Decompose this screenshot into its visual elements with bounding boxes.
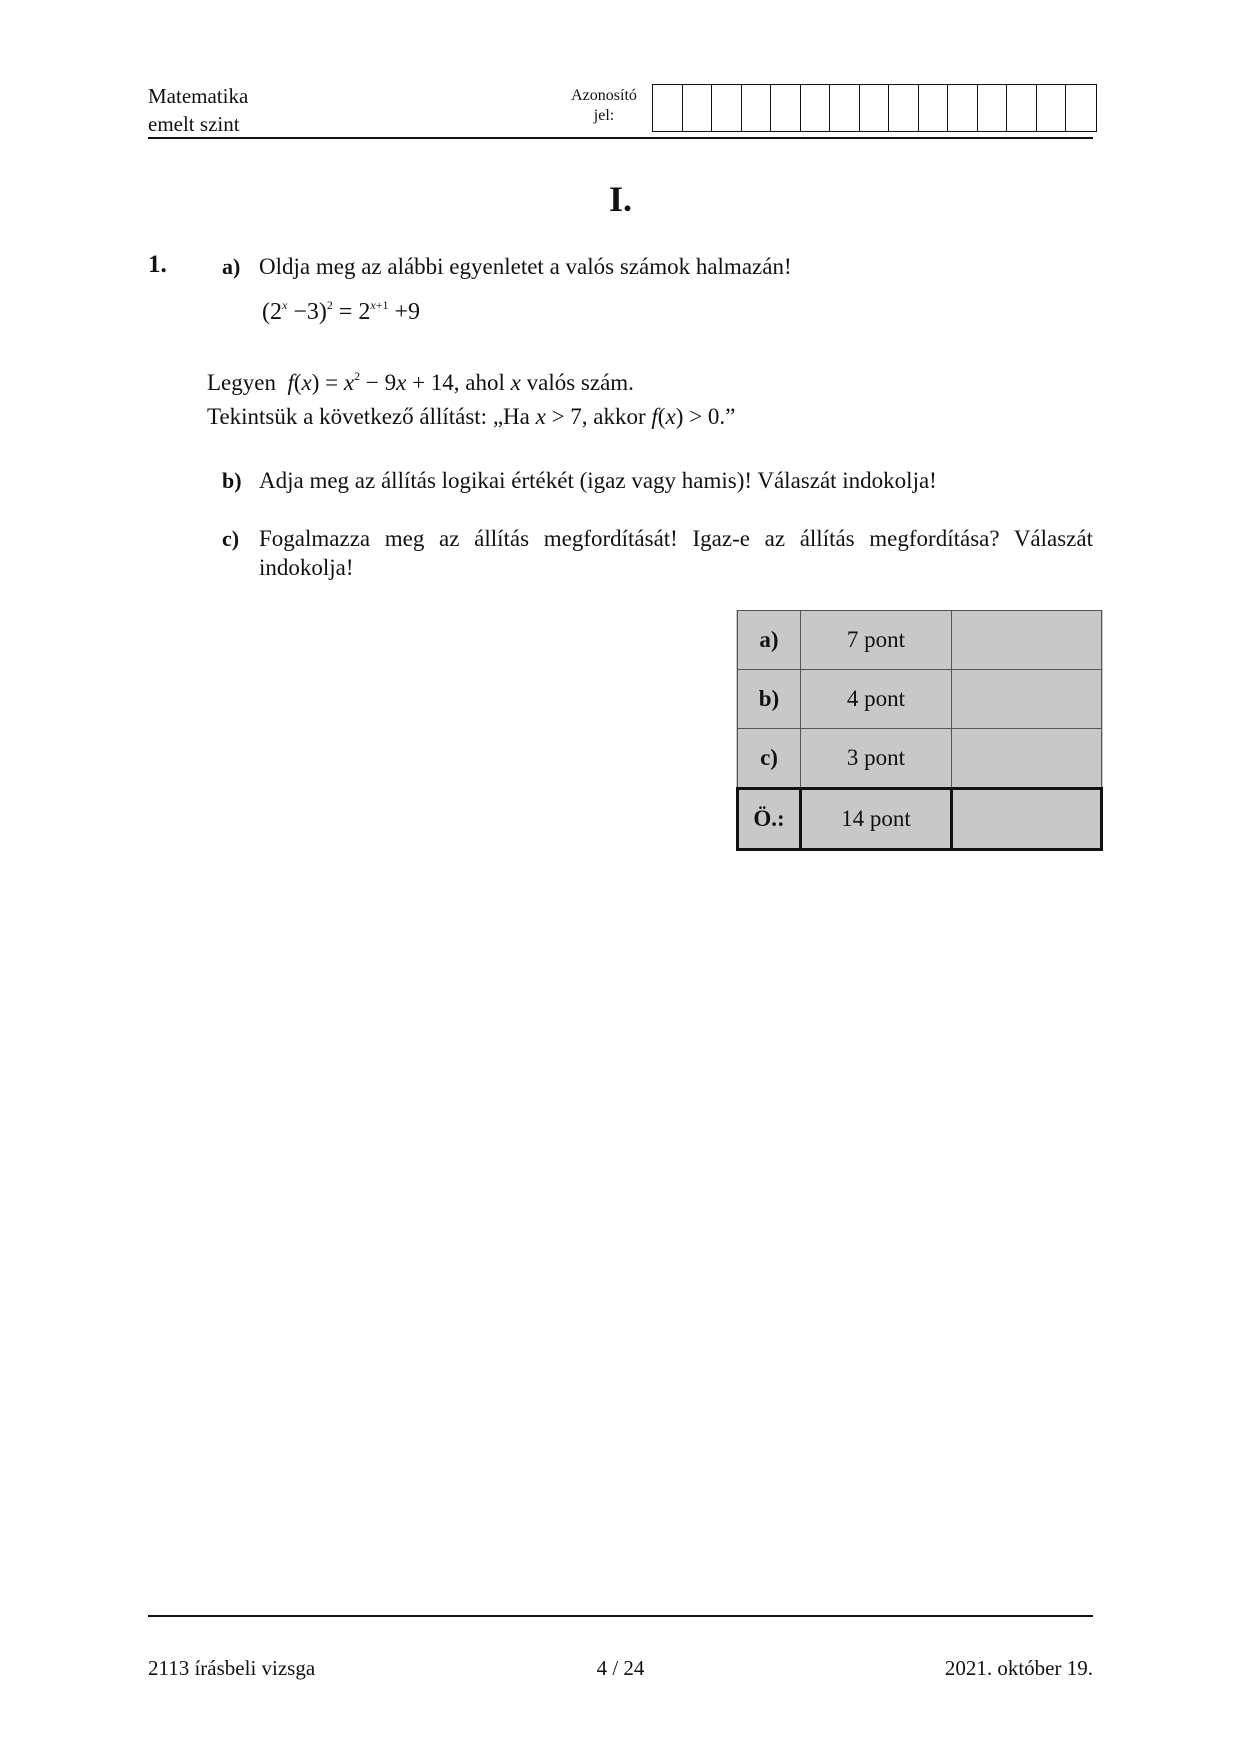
score-points: 3 pont <box>801 729 952 789</box>
part-c-text: Fogalmazza meg az állítás megfordítását! Igaz-e az állítás megfordítása? Válaszát indokolja! <box>259 526 1093 580</box>
id-digit-box[interactable] <box>889 85 919 131</box>
equation-a: $(2^x -3)^2 = 2^{x+1} +9$ <box>262 298 421 325</box>
id-digit-box[interactable] <box>683 85 713 131</box>
subject-level: emelt szint <box>148 112 240 136</box>
legyen-end: valós szám. <box>526 370 634 395</box>
id-digit-box[interactable] <box>830 85 860 131</box>
statement-prefix: Tekintsük a következő állítást: „Ha <box>207 404 530 429</box>
id-digit-box[interactable] <box>948 85 978 131</box>
score-row-c <box>738 729 1102 789</box>
legyen-prefix: Legyen <box>207 370 276 395</box>
statement-var: x <box>535 404 546 429</box>
score-earned-field[interactable] <box>952 670 1102 729</box>
part-b-text: Adja meg az állítás logikai értékét (igaz vagy hamis)! Válaszát indokolja! <box>259 468 937 493</box>
id-label-line1: Azonosító <box>571 87 637 104</box>
statement-mid: > 7, akkor <box>551 404 646 429</box>
score-row-total <box>738 789 1102 850</box>
statement-end: > 0.” <box>689 404 736 429</box>
score-table <box>736 610 1103 851</box>
id-digit-box[interactable] <box>1007 85 1037 131</box>
score-earned-field[interactable] <box>952 611 1102 670</box>
id-digit-box[interactable] <box>742 85 772 131</box>
score-points: 4 pont <box>801 670 952 729</box>
exam-code: 2113 írásbeli vizsga <box>148 1656 316 1680</box>
footer-divider <box>148 1615 1093 1617</box>
function-definition <box>207 368 634 397</box>
legyen-var: x <box>510 370 521 395</box>
page-number: 4 / 24 <box>596 1656 645 1680</box>
statement-fx: f <box>651 404 658 429</box>
function-formula: $f(x) = x^2 - 9x + 14$ <box>287 369 454 395</box>
subject-header <box>148 82 248 138</box>
id-digit-box[interactable] <box>1066 85 1096 131</box>
score-row-a <box>738 611 1102 670</box>
score-earned-field[interactable] <box>952 729 1102 789</box>
header-divider <box>148 137 1093 139</box>
id-digit-box[interactable] <box>801 85 831 131</box>
id-digit-box[interactable] <box>978 85 1008 131</box>
part-c-label: c) <box>222 526 240 551</box>
score-points: 14 pont <box>801 789 952 850</box>
task-number: 1. <box>148 251 167 278</box>
id-digit-box[interactable] <box>771 85 801 131</box>
legyen-suffix: , ahol <box>453 370 505 395</box>
score-label: b) <box>738 670 801 729</box>
part-a-label: a) <box>222 254 241 279</box>
score-row-b <box>738 670 1102 729</box>
id-digit-box[interactable] <box>712 85 742 131</box>
id-digit-box[interactable] <box>860 85 890 131</box>
score-label: a) <box>738 611 801 670</box>
section-title: I. <box>608 179 632 219</box>
subject-name: Matematika <box>148 84 249 108</box>
score-earned-field[interactable] <box>952 789 1102 850</box>
id-label-line2: jel: <box>593 107 615 124</box>
part-b-label: b) <box>222 468 242 493</box>
id-label <box>556 86 652 126</box>
id-digit-box[interactable] <box>919 85 949 131</box>
id-input-boxes[interactable] <box>652 84 1097 132</box>
statement: Tekintsük a következő állítást: „Ha x > 7, akkor f(x) > 0.” <box>207 404 736 429</box>
id-digit-box[interactable] <box>653 85 683 131</box>
part-a-text: Oldja meg az alábbi egyenletet a valós számok halmazán! <box>259 254 792 279</box>
score-label: c) <box>738 729 801 789</box>
score-label: Ö.: <box>738 789 801 850</box>
exam-date: 2021. október 19. <box>944 1656 1093 1680</box>
score-points: 7 pont <box>801 611 952 670</box>
id-digit-box[interactable] <box>1037 85 1067 131</box>
